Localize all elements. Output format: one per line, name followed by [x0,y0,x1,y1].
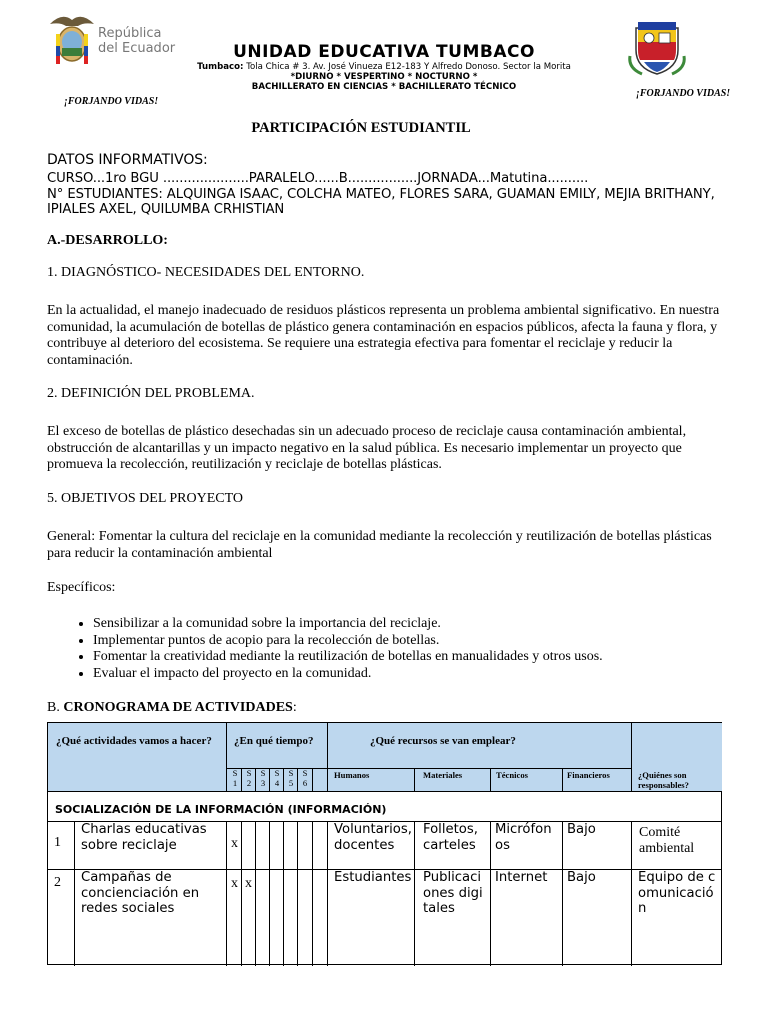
week-header-5: S 5 [288,768,294,788]
row-2-week-2-mark: x [245,876,252,891]
ecuador-logo-text: República del Ecuador [98,26,176,56]
cronograma-heading [47,700,727,717]
diagnostico-heading: 1. DIAGNÓSTICO- NECESIDADES DEL ENTORNO. [47,265,365,280]
row-1-number: 1 [54,835,61,850]
row-2-responsables: Equipo de comunicación [638,870,716,916]
datos-heading: DATOS INFORMATIVOS: [47,152,208,168]
sub-financieros-header: Financieros [567,770,610,780]
row-2-tecnicos: Internet [495,870,548,885]
row-2-materiales: Publicaciones digitales [423,870,483,916]
desarrollo-heading: A.-DESARROLLO: [47,233,168,248]
objetivos-heading: 5. OBJETIVOS DEL PROYECTO [47,491,244,506]
list-item: • Fomentar la creatividad mediante la reutilización de botellas en manualidades y otros usos. [93,649,727,666]
list-item: • Implementar puntos de acopio para la recolección de botellas. [93,633,727,650]
row-2-activity: Campañas de concienciación en redes sociales [81,870,200,916]
school-shifts: *DIURNO * VESPERTINO * NOCTURNO * [290,72,478,82]
sub-humanos-header: Humanos [334,770,370,780]
col-responsables-header: ¿Quiénes son responsables? [638,770,689,790]
cronograma-title: CRONOGRAMA DE ACTIVIDADES [63,700,293,715]
motto-right: ¡FORJANDO VIDAS! [636,88,731,99]
section-title: SOCIALIZACIÓN DE LA INFORMACIÓN (INFORMACIÓN) [55,803,387,816]
week-header-4: S 4 [274,768,280,788]
curso-line: CURSO...1ro BGU .....................PARALELO......B.................JORNADA...Matutina.......... [47,171,589,186]
address-label: Tumbaco: [197,62,244,72]
cronograma-prefix: B. [47,700,60,715]
sub-tecnicos-header: Técnicos [496,770,528,780]
diagnostico-text: En la actualidad, el manejo inadecuado de residuos plásticos representa un problema ambiental significativo. En nuestra comunidad, la acumulación de botellas de plástico genera contaminación en espacios públicos, afecta la fauna y flora, y contribuye al deterioro del ecosistema. Se requiere una estrategia efectiva para fomentar el reciclaje y reducir la contaminación. [47,303,720,368]
row-2-humanos: Estudiantes [334,870,412,885]
list-item: • Evaluar el impacto del proyecto en la comunidad. [93,666,727,683]
col-recursos-header: ¿Qué recursos se van emplear? [370,735,516,747]
row-2-number: 2 [54,875,61,890]
row-1-humanos: Voluntarios, docentes [334,822,412,853]
estudiantes-line: N° ESTUDIANTES: ALQUINGA ISAAC, COLCHA MATEO, FLORES SARA, GUAMAN EMILY, MEJIA BRITHANY, IPIALES AXEL, QUILUMBA CRHISTIAN [47,187,715,217]
list-item: • Sensibilizar a la comunidad sobre la importancia del reciclaje. [93,616,727,633]
motto-left: ¡FORJANDO VIDAS! [64,96,159,107]
row-1-materiales: Folletos, carteles [423,822,478,853]
school-name: UNIDAD EDUCATIVA TUMBACO [233,42,535,62]
col-actividades-header: ¿Qué actividades vamos a hacer? [56,735,212,747]
problema-text: El exceso de botellas de plástico desechadas sin un adecuado proceso de reciclaje causa contaminación ambiental, obstrucción de alcantarillas y un impacto negativo en la salud pública. Es necesario implementar un proyecto que promueva la recolección, reutilización y reciclaje de botellas plásticas. [47,424,687,472]
row-1-activity: Charlas educativas sobre reciclaje [81,822,207,853]
cronograma-suffix: : [292,700,297,715]
row-1-responsables: Comité ambiental [639,825,695,856]
row-2-week-1-mark: x [231,876,238,891]
row-1-financieros: Bajo [567,822,596,837]
document-title: PARTICIPACIÓN ESTUDIANTIL [251,120,471,136]
especificos-label: Específicos: [47,580,116,595]
week-header-6: S 6 [302,768,308,788]
row-1-tecnicos: Micrófonos [495,822,552,853]
objetivo-general: General: Fomentar la cultura del reciclaje en la comunidad mediante la recolección y reutilización de botellas plásticas para reducir la contaminación ambiental [47,529,712,561]
week-header-2: S 2 [246,768,252,788]
school-bachillerato: BACHILLERATO EN CIENCIAS * BACHILLERATO TÉCNICO [251,82,517,92]
week-header-3: S 3 [260,768,266,788]
row-2-financieros: Bajo [567,870,596,885]
problema-heading: 2. DEFINICIÓN DEL PROBLEMA. [47,386,255,401]
schedule-table [47,722,722,965]
col-tiempo-header: ¿En qué tiempo? [234,735,314,747]
especificos-list [47,616,727,682]
week-header-1: S 1 [232,768,238,788]
row-1-week-1-mark: x [231,836,238,851]
sub-materiales-header: Materiales [423,770,463,780]
address-text: Tola Chica # 3. Av. José Vinueza E12-183 Y Alfredo Donoso. Sector la Morita [246,62,571,72]
